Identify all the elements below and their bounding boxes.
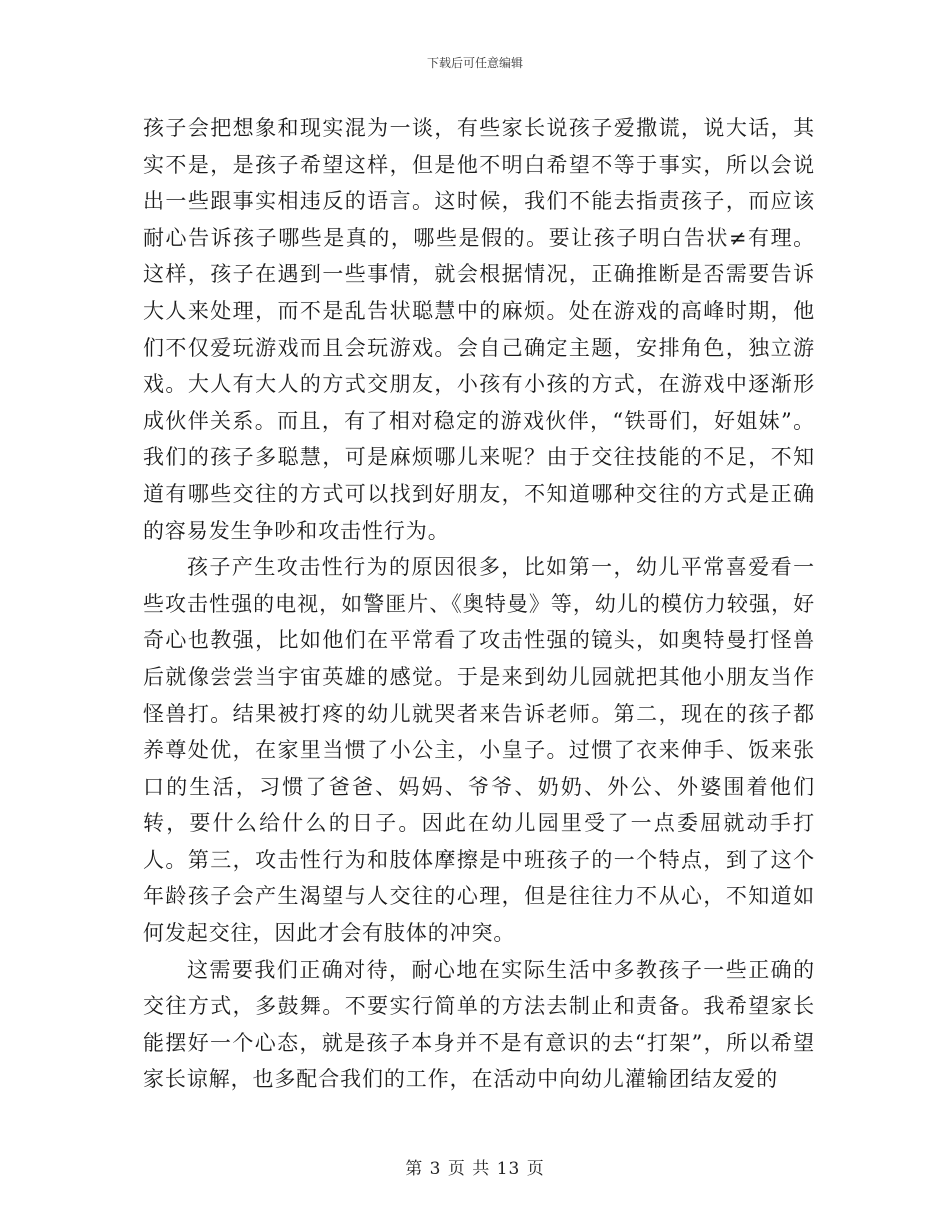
page-number-footer: 第 3 页 共 13 页 xyxy=(405,1159,545,1179)
document-body xyxy=(143,110,815,1098)
paragraph-2: 孩子产生攻击性行为的原因很多，比如第一，幼儿平常喜爱看一些攻击性强的电视，如警匪片、《奥特曼》等，幼儿的模仿力较强，好奇心也教强，比如他们在平常看了攻击性强的镜头，如奥特曼打怪兽后就像尝尝当宇宙英雄的感觉。于是来到幼儿园就把其他小朋友当作怪兽打。结果被打疼的幼儿就哭者来告诉老师。第二，现在的孩子都养尊处优，在家里当惯了小公主，小皇子。过惯了衣来伸手、饭来张口的生活，习惯了爸爸、妈妈、爷爷、奶奶、外公、外婆围着他们转，要什么给什么的日子。因此在幼儿园里受了一点委屈就动手打人。第三，攻击性行为和肢体摩擦是中班孩子的一个特点，到了这个年龄孩子会产生渴望与人交往的心理，但是往往力不从心，不知道如何发起交往，因此才会有肢体的冲突。 xyxy=(143,555,815,946)
page-header-note: 下载后可任意编辑 xyxy=(426,56,523,70)
paragraph-1: 孩子会把想象和现实混为一谈，有些家长说孩子爱撒谎，说大话，其实不是，是孩子希望这样，但是他不明白希望不等于事实，所以会说出一些跟事实相违反的语言。这时候，我们不能去指责孩子，而应该耐心告诉孩子哪些是真的，哪些是假的。要让孩子明白告状≠有理。这样，孩子在遇到一些事情，就会根据情况，正确推断是否需要告诉大人来处理，而不是乱告状聪慧中的麻烦。处在游戏的高峰时期，他们不仅爱玩游戏而且会玩游戏。会自己确定主题，安排角色，独立游戏。大人有大人的方式交朋友，小孩有小孩的方式，在游戏中逐渐形成伙伴关系。而且，有了相对稳定的游戏伙伴，“铁哥们，好姐妹”。我们的孩子多聪慧，可是麻烦哪儿来呢？由于交往技能的不足，不知道有哪些交往的方式可以找到好朋友，不知道哪种交往的方式是正确的容易发生争吵和攻击性行为。 xyxy=(143,116,815,543)
paragraph-3: 这需要我们正确对待，耐心地在实际生活中多教孩子一些正确的交往方式，多鼓舞。不要实行简单的方法去制止和责备。我希望家长能摆好一个心态，就是孩子本身并不是有意识的去“打架”，所以希望家长谅解，也多配合我们的工作，在活动中向幼儿灌输团结友爱的 xyxy=(143,957,815,1092)
